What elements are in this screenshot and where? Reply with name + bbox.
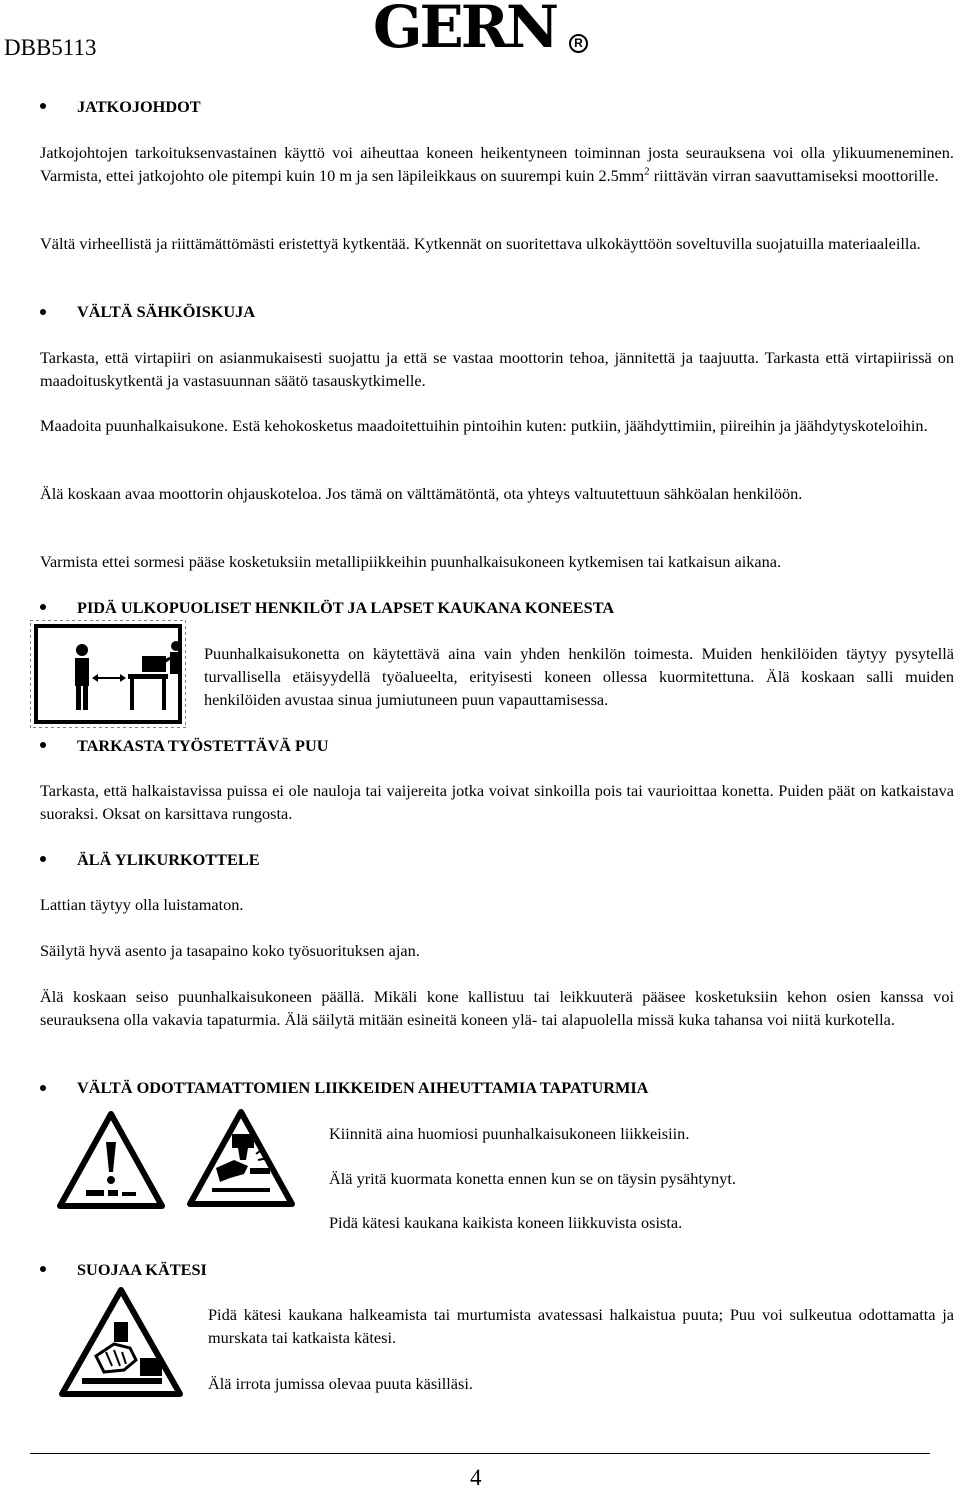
- movement-paragraph-2: Älä yritä kuormata konetta ennen kun se on täysin pysähtynyt.: [329, 1169, 736, 1188]
- section-heading-distance: PIDÄ ULKOPUOLISET HENKILÖT JA LAPSET KAUKANA KONEESTA: [77, 598, 615, 617]
- registered-mark-icon: R: [569, 34, 588, 53]
- superscript: 2: [644, 165, 650, 178]
- reach-paragraph-3: Älä koskaan seiso puunhalkaisukoneen päällä. Mikäli kone kallistuu tai leikkuuterä pääsee kosketuksiin kehon osien kanssa voi seurauksena olla vakavia tapaturmia. Älä säilytä mitään esineitä koneen ylä- tai alapuolella missä kuka tahansa voi niitä kurkotella.: [40, 987, 954, 1029]
- section-heading-extension: JATKOJOHDOT: [77, 97, 201, 116]
- hand-splitting-warning-triangle-icon: [56, 1286, 186, 1400]
- movement-paragraph-1: Kiinnitä aina huomiosi puunhalkaisukoneen liikkeisiin.: [329, 1124, 690, 1143]
- section-heading-hands: SUOJAA KÄTESI: [77, 1260, 207, 1279]
- bullet-icon: [40, 1085, 46, 1091]
- extension-paragraph-1: [40, 141, 954, 187]
- bullet-icon: [40, 309, 46, 315]
- wood-paragraph: Tarkasta, että halkaistavissa puissa ei ole nauloja tai vaijereita jotka voivat sinkoilla pois tai vaurioittaa konetta. Puiden päät on katkaistava suoraksi. Oksat on karsittava rungosta.: [40, 781, 954, 823]
- shock-paragraph-2: Maadoita puunhalkaisukone. Estä kehokosketus maadoitettuihin pintoihin kuten: putkiin, jäähdyttimiin, piireihin ja jäähdytyskoteloihin.: [40, 416, 928, 435]
- reach-paragraph-2: Säilytä hyvä asento ja tasapaino koko työsuorituksen ajan.: [40, 941, 420, 960]
- section-heading-wood: TARKASTA TYÖSTETTÄVÄ PUU: [77, 736, 329, 755]
- hands-paragraph-2: Älä irrota jumissa olevaa puuta käsilläsi.: [208, 1374, 473, 1393]
- shock-paragraph-3: Älä koskaan avaa moottorin ohjauskoteloa. Jos tämä on välttämätöntä, ota yhteys valtuutettuun sähköalan henkilöön.: [40, 484, 803, 503]
- distance-paragraph: Puunhalkaisukonetta on käytettävä aina vain yhden henkilön toimesta. Muiden henkilöiden täytyy pysytellä turvallisella etäisyydellä työalueelta, erityisesti koneen ollessa kuormitettuna. Älä koskaan salli muiden henkilöiden avustaa sinua jumiutuneen puun vapauttamisessa.: [204, 644, 954, 709]
- gern-logo: [373, 0, 595, 60]
- movement-paragraph-3: Pidä kätesi kaukana kaikista koneen liikkuvista osista.: [329, 1213, 683, 1232]
- extension-paragraph-1-text: Jatkojohtojen tarkoituksenvastainen käyttö voi aiheuttaa koneen heikentyneen toiminnan josta seurauksena voi olla ylikuumeneminen. Varmista, ettei jatkojohto ole pitempi kuin 10 m ja sen läpileikkaus on suurempi kuin 2.5mm: [40, 143, 954, 185]
- section-heading-shock: VÄLTÄ SÄHKÖISKUJA: [77, 302, 256, 321]
- logo-wordmark: GERN: [373, 0, 556, 61]
- shock-paragraph-1: Tarkasta, että virtapiiri on asianmukaisesti suojattu ja että se vastaa moottorin tehoa, jännitettä ja taajuutta. Tarkasta että virtapiirissä on maadoituskytkentä ja vastasuunnan säätö tasauskytkimelle.: [40, 348, 954, 390]
- hands-paragraph-1: Pidä kätesi kaukana halkeamista tai murtumista avatessasi halkaistua puuta; Puu voi sulkeutua odottamatta ja murskata tai katkaista kätesi.: [208, 1305, 954, 1347]
- hand-crush-warning-triangle-icon: [186, 1108, 296, 1208]
- document-code: DBB5113: [4, 35, 97, 60]
- section-heading-reach: ÄLÄ YLIKURKOTTELE: [77, 850, 260, 869]
- bullet-icon: [40, 604, 46, 610]
- extension-paragraph-1-end: riittävän virran saavuttamiseksi moottorille.: [649, 166, 939, 185]
- bullet-icon: [40, 742, 46, 748]
- bullet-icon: [40, 103, 46, 109]
- keep-distance-pictogram-icon: [30, 620, 186, 728]
- page-number: 4: [470, 1465, 482, 1490]
- shock-paragraph-4: Varmista ettei sormesi pääse kosketuksiin metallipiikkeihin puunhalkaisukoneen kytkemisen tai katkaisun aikana.: [40, 552, 782, 571]
- general-warning-triangle-icon: [56, 1110, 166, 1210]
- extension-paragraph-2: Vältä virheellistä ja riittämättömästi eristettyä kytkentää. Kytkennät on suoritettava ulkokäyttöön soveltuvilla suojatuilla materiaaleilla.: [40, 234, 921, 253]
- reach-paragraph-1: Lattian täytyy olla luistamaton.: [40, 895, 244, 914]
- bullet-icon: [40, 856, 46, 862]
- bullet-icon: [40, 1266, 46, 1272]
- section-heading-movement: VÄLTÄ ODOTTAMATTOMIEN LIIKKEIDEN AIHEUTTAMIA TAPATURMIA: [77, 1078, 649, 1097]
- footer-rule: [30, 1453, 930, 1454]
